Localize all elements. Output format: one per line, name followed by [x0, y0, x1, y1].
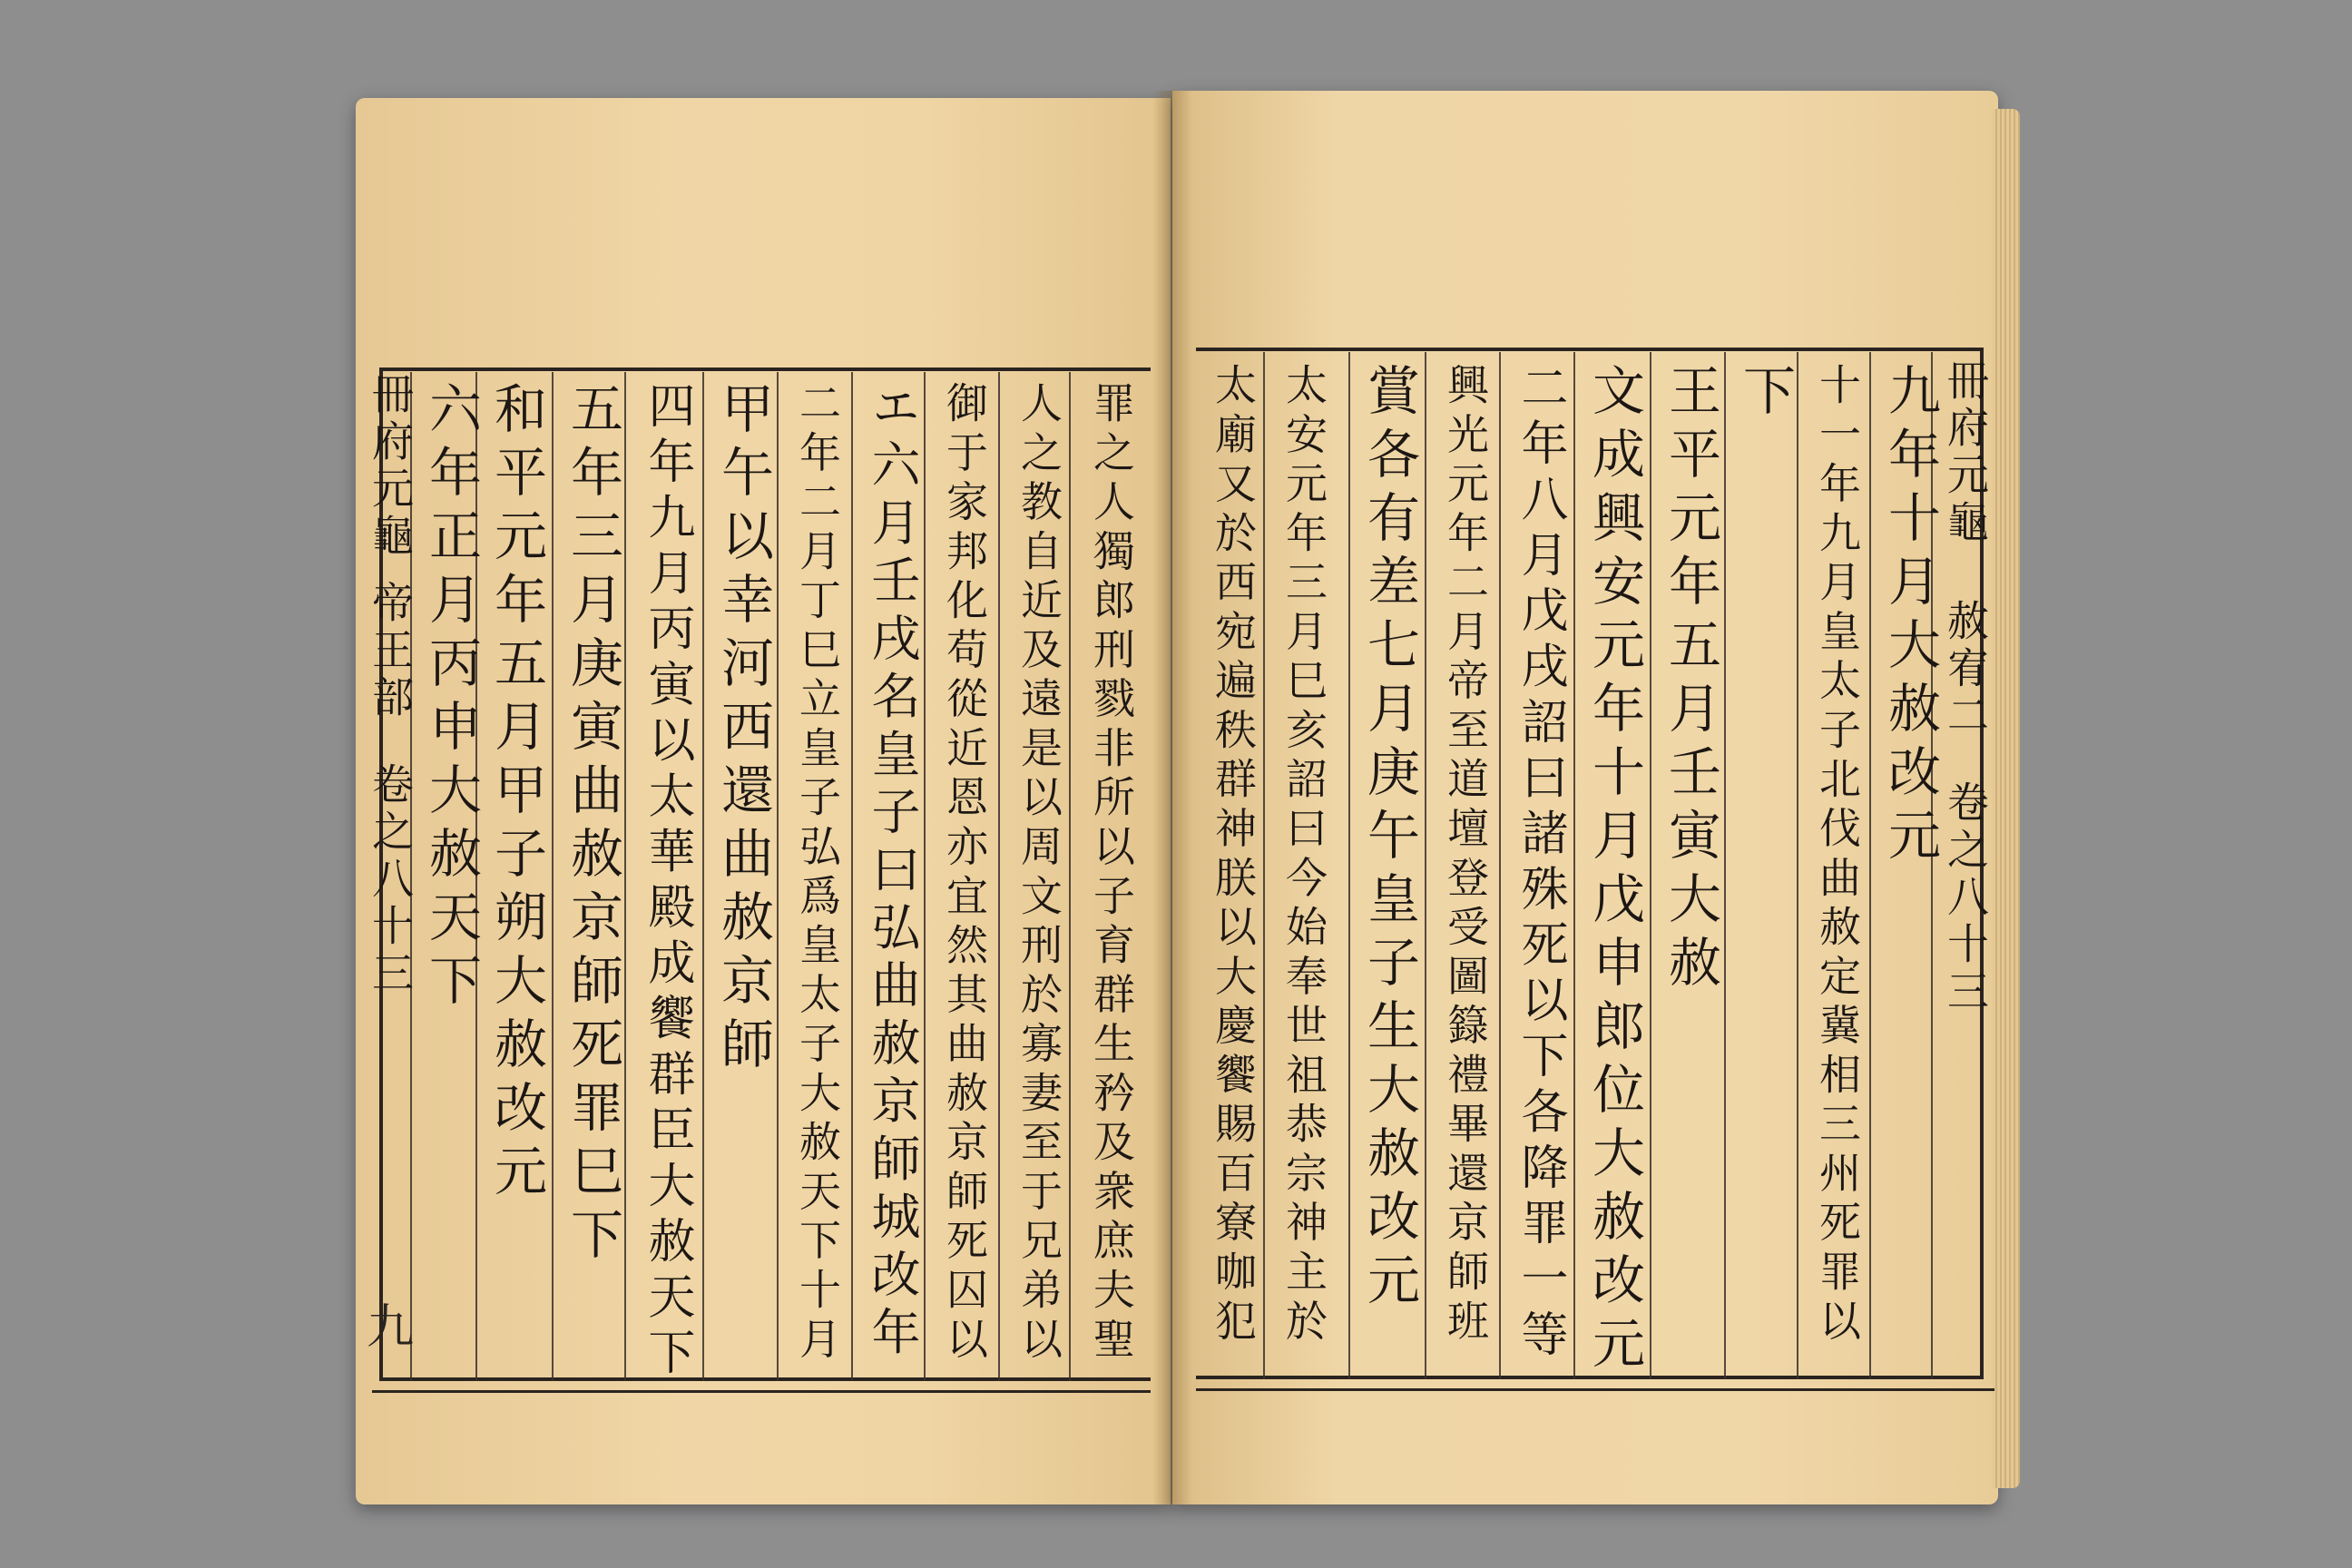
left-margin-volume: 卷之八十三 [366, 762, 415, 998]
text-column: 和平元年五月甲子朔大赦改元 [485, 381, 547, 1207]
column-divider [851, 372, 853, 1381]
text-column: 甲午以幸河西還曲赦京師 [712, 381, 774, 1080]
text-column: 五年三月庚寅曲赦京師死罪巳下 [562, 381, 623, 1270]
right-margin-volume: 卷之八十三 [1941, 780, 1990, 1016]
column-divider [1573, 352, 1575, 1379]
right-bottom-rule [1196, 1388, 1994, 1391]
text-column: 罪之人獨郎刑戮非所以子育群生矜及衆庶夫聖 [1087, 381, 1136, 1367]
column-divider [1425, 352, 1426, 1379]
text-column: 九年十月大赦改元 [1879, 363, 1941, 871]
text-column: 御于家邦化苟從近恩亦宜然其曲赦京師死囚以 [940, 381, 989, 1367]
left-bottom-rule [372, 1390, 1151, 1393]
column-divider [1499, 352, 1501, 1379]
column-divider [1650, 352, 1651, 1379]
text-column: 下 [1734, 363, 1796, 426]
column-divider [552, 372, 554, 1381]
book-gutter [1152, 91, 1192, 1504]
page-edges [1993, 109, 2020, 1488]
text-column: エ六月壬戌名皇子曰弘曲赦京師城改年 [864, 381, 921, 1365]
column-divider [1724, 352, 1726, 1379]
text-column: 二年二月丁巳立皇子弘爲皇太子大赦天下十月 [793, 381, 842, 1367]
text-column: 文成興安元年十月戊申郎位大赦改元 [1583, 363, 1645, 1379]
column-divider [998, 372, 1000, 1381]
text-column: 人之教自近及遠是以周文刑於寡妻至于兄弟以 [1014, 381, 1063, 1367]
text-column: 二年八月戊戌詔曰諸殊死以下各降罪一等 [1513, 363, 1567, 1366]
text-column: 六年正月丙申大赦天下 [420, 381, 482, 1016]
column-divider [702, 372, 704, 1381]
right-margin-section: 赦宥二 [1941, 599, 1990, 740]
left-margin-section: 帝王部 [366, 581, 415, 722]
column-divider [1797, 352, 1798, 1379]
text-column: 賞各有差七月庚午皇子生大赦改元 [1358, 363, 1420, 1316]
text-column: 王平元年五月壬寅大赦 [1660, 363, 1721, 998]
text-column: 太廟又於西宛遍秩群神朕以大慶饗賜百寮咖犯 [1209, 363, 1258, 1348]
text-column: 十一年九月皇太子北伐曲赦定冀相三州死罪以 [1813, 363, 1862, 1348]
right-margin-title: 冊府元龜 [1941, 358, 1990, 547]
page-number: 九 [367, 1300, 415, 1355]
text-column: 興光元年二月帝至道壇登受圖籙禮畢還京師班 [1441, 363, 1490, 1348]
column-divider [777, 372, 779, 1381]
text-column: 四年九月丙寅以太華殿成饗群臣大赦天下 [640, 381, 694, 1384]
column-divider [1348, 352, 1350, 1379]
text-column: 太安元年三月巳亥詔曰今始奉世祖恭宗神主於 [1279, 363, 1328, 1348]
left-margin-title: 冊府元龜 [366, 372, 415, 561]
